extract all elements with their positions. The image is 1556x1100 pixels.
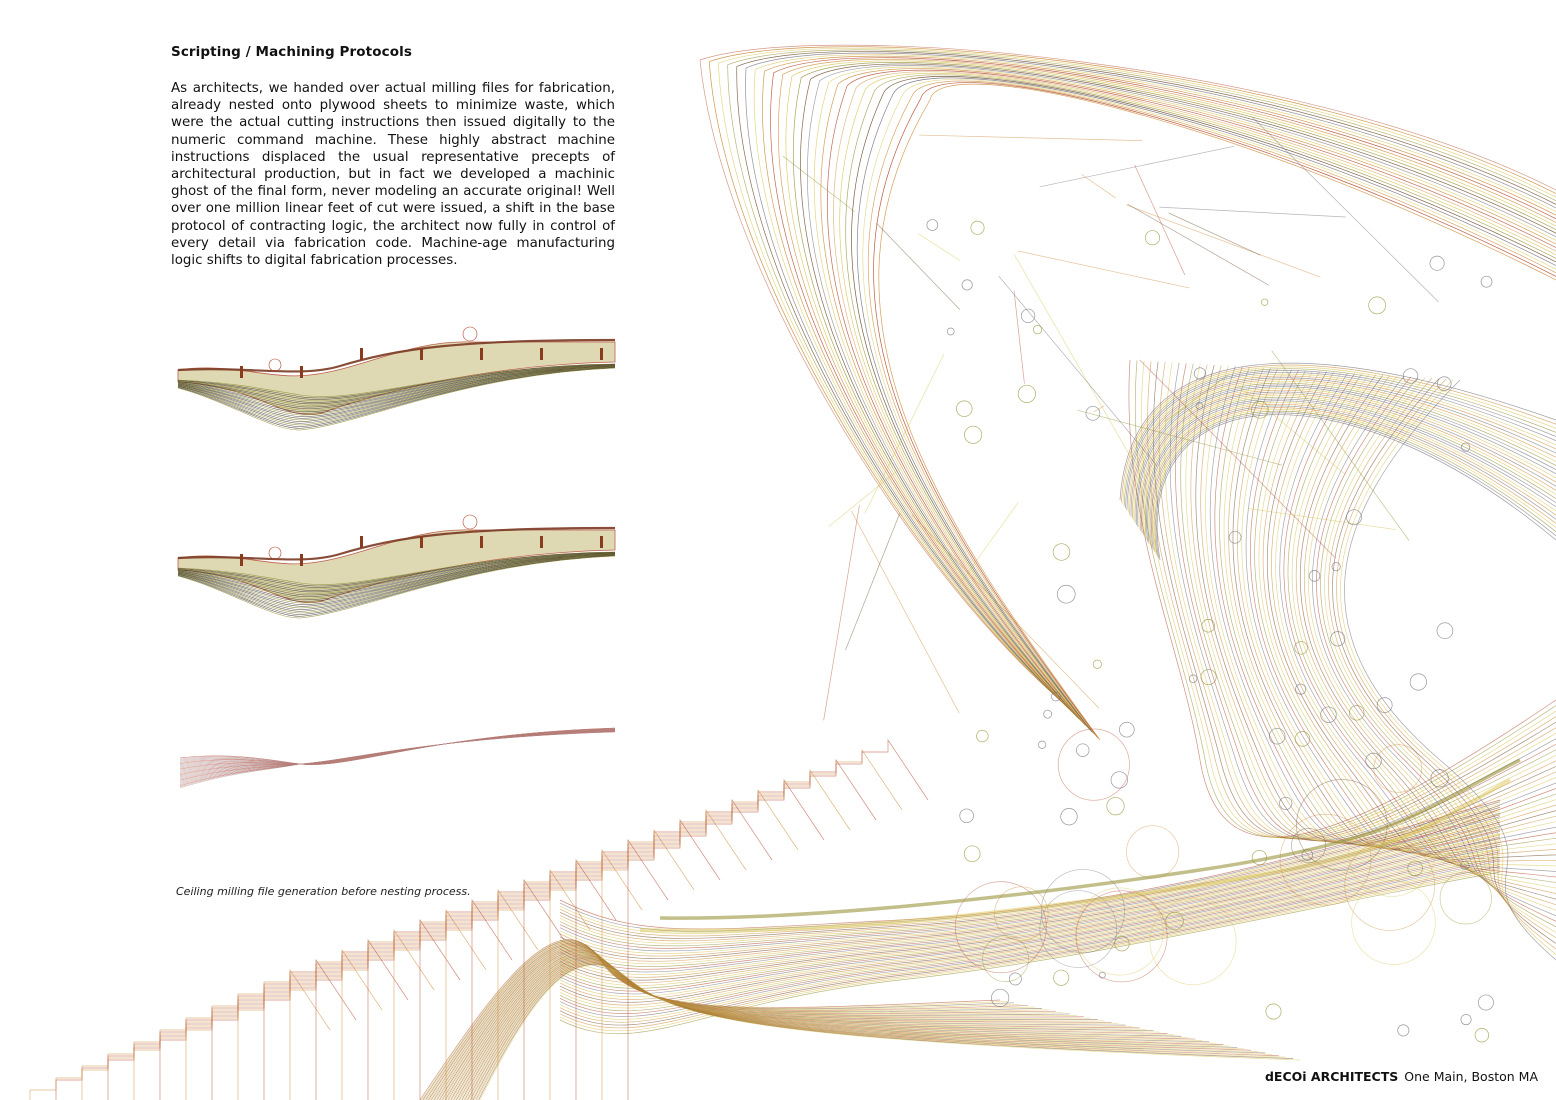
thumb3-line	[180, 729, 615, 769]
thumb-pin	[540, 536, 543, 548]
thumb-pin	[240, 366, 243, 378]
thumbnail-1	[178, 327, 615, 430]
thumb-pin	[240, 554, 243, 566]
thumb3-line	[180, 731, 615, 781]
thumb-pin	[600, 348, 603, 360]
thumb-pin	[480, 348, 483, 360]
thumb-hole	[463, 515, 477, 529]
thumbnail-3	[180, 728, 615, 788]
thumb-pin	[480, 536, 483, 548]
firm-location: One Main, Boston MA	[1404, 1069, 1538, 1084]
thumb-pin	[300, 554, 303, 566]
page-title: Scripting / Machining Protocols	[171, 44, 412, 60]
thumb-pin	[600, 536, 603, 548]
thumb-hole	[269, 547, 281, 559]
thumb-hole	[463, 327, 477, 341]
figure-caption: Ceiling milling file generation before nesting process.	[176, 885, 471, 898]
thumb-pin	[360, 536, 363, 548]
firm-name: dECOi ARCHITECTS	[1264, 1069, 1399, 1084]
thumbnail-2	[178, 515, 615, 618]
thumb-hole	[269, 359, 281, 371]
thumb-pin	[420, 348, 423, 360]
thumb-pin	[420, 536, 423, 548]
thumb-pin	[300, 366, 303, 378]
thumb-pin	[540, 348, 543, 360]
footer-credit	[1265, 1069, 1538, 1084]
body-paragraph: As architects, we handed over actual milling files for fabrication, already nested onto plywood sheets to minimize waste, which were the actual cutting instructions then issued digitally to the numeric command machine. These highly abstract machine instructions displaced the usual representative precepts of architectural production, but in fact we developed a machinic ghost of the final form, never modeling an accurate original! Well over one million linear feet of cut were issued, a shift in the base protocol of contracting logic, the architect now fully in control of every detail via fabrication code. Machine-age manufacturing logic shifts to digital fabrication processes.	[171, 81, 615, 269]
thumb-pin	[360, 348, 363, 360]
